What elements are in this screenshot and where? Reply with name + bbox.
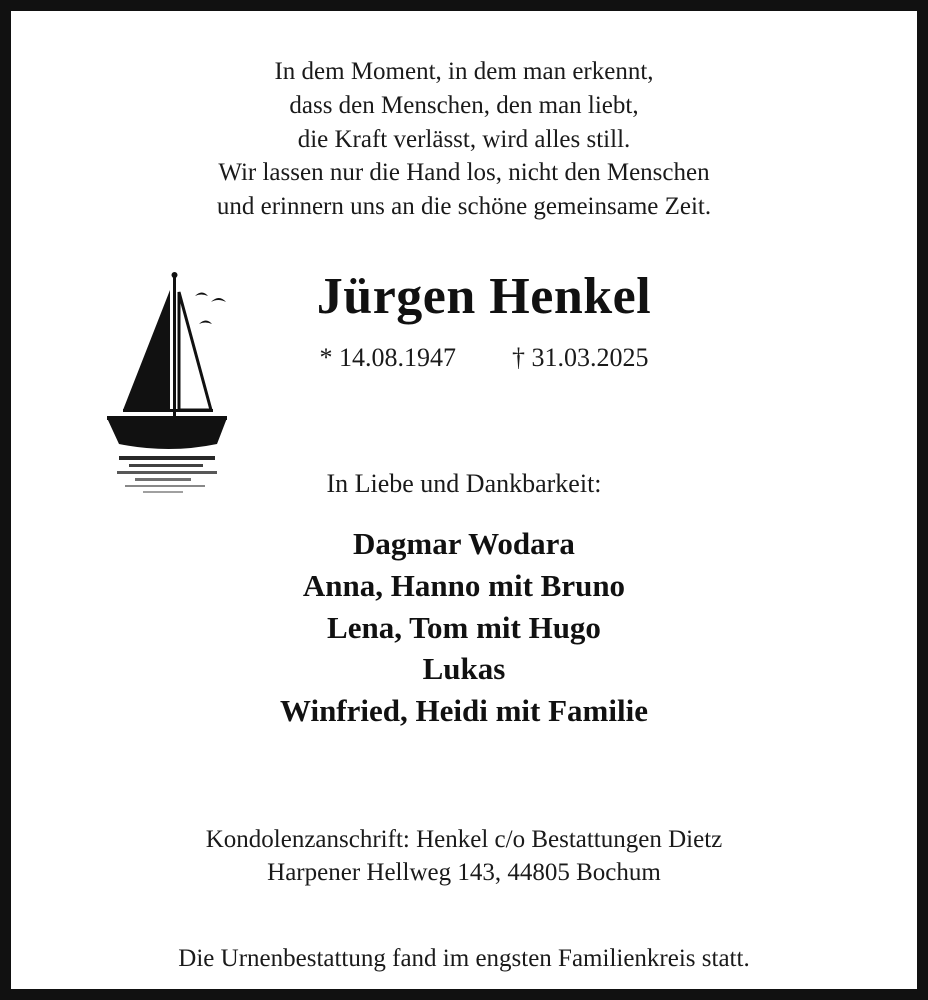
condolence-address <box>206 824 723 889</box>
survivor-line: Lukas <box>422 651 506 687</box>
deceased-name: Jürgen Henkel <box>316 267 652 325</box>
address-line: Kondolenzanschrift: Henkel c/o Bestattungen Dietz <box>205 826 723 854</box>
survivor-line: Anna, Hanno mit Bruno <box>302 567 626 603</box>
poem-line: In dem Moment, in dem man erkennt, <box>274 58 654 85</box>
poem-line: die Kraft verlässt, wird alles still. <box>297 125 631 153</box>
death-date: † 31.03.2025 <box>512 342 649 372</box>
survivors-list <box>280 523 648 732</box>
survivor-line: Winfried, Heidi mit Familie <box>280 693 648 729</box>
poem-block <box>217 55 711 224</box>
address-line: Harpener Hellweg 143, 44805 Bochum <box>267 858 661 886</box>
funeral-note: Die Urnenbestattung fand im engsten Familienkreis statt. <box>178 945 750 973</box>
birth-date: * 14.08.1947 <box>319 342 456 372</box>
name-and-illustration <box>51 268 877 373</box>
survivor-line: Dagmar Wodara <box>353 525 575 561</box>
poem-line: Wir lassen nur die Hand los, nicht den Menschen <box>218 159 710 187</box>
poem-line: und erinnern uns an die schöne gemeinsame Zeit. <box>216 193 712 220</box>
survivor-line: Lena, Tom mit Hugo <box>327 609 601 645</box>
sailboat-icon <box>99 268 239 498</box>
dedication-text: In Liebe und Dankbarkeit: <box>326 468 602 498</box>
poem-line: dass den Menschen, den man liebt, <box>289 91 639 119</box>
